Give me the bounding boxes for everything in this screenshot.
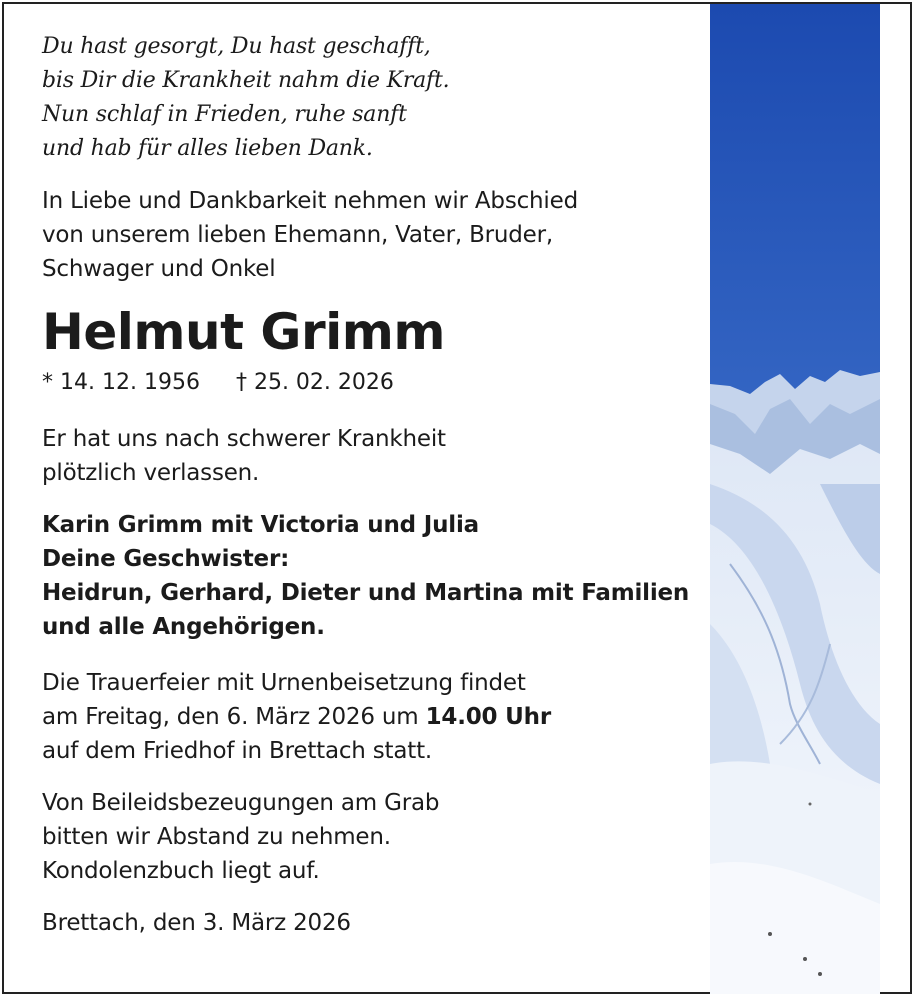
funeral-line xyxy=(42,700,692,734)
poem-line: Du hast gesorgt, Du hast geschafft, xyxy=(42,34,431,59)
condolence-note xyxy=(42,786,692,888)
poem-line: bis Dir die Krankheit nahm die Kraft. xyxy=(42,68,450,93)
mourner-line: Karin Grimm mit Victoria und Julia xyxy=(42,512,479,538)
place-date xyxy=(42,906,692,940)
funeral-date: am Freitag, den 6. März 2026 um xyxy=(42,704,426,730)
funeral-info xyxy=(42,666,692,768)
condolence-line: bitten wir Abstand zu nehmen. xyxy=(42,824,391,850)
mourner-line: und alle Angehörigen. xyxy=(42,614,325,640)
poem-line: und hab für alles lieben Dank. xyxy=(42,136,373,161)
snowy-mountain-image xyxy=(710,4,880,994)
condolence-line: Von Beileidsbezeugungen am Grab xyxy=(42,790,440,816)
funeral-time: 14.00 Uhr xyxy=(425,704,551,730)
obituary-text xyxy=(42,30,692,940)
condolence-line: Kondolenzbuch liegt auf. xyxy=(42,858,320,884)
intro-line: Schwager und Onkel xyxy=(42,256,276,282)
funeral-line: auf dem Friedhof in Brettach statt. xyxy=(42,738,433,764)
life-dates xyxy=(42,366,692,400)
death-date: † 25. 02. 2026 xyxy=(235,370,394,395)
mourner-line: Heidrun, Gerhard, Dieter und Martina mit Familien xyxy=(42,580,690,606)
intro-line: In Liebe und Dankbarkeit nehmen wir Abschied xyxy=(42,188,578,214)
birth-date: * 14. 12. 1956 xyxy=(42,370,200,395)
mountain-photo xyxy=(710,4,880,994)
poem-line: Nun schlaf in Frieden, ruhe sanft xyxy=(42,102,407,127)
mourners xyxy=(42,508,692,644)
place-date-line: Brettach, den 3. März 2026 xyxy=(42,910,351,936)
deceased-name: Helmut Grimm xyxy=(42,303,445,361)
intro xyxy=(42,184,692,286)
mourner-line: Deine Geschwister: xyxy=(42,546,290,572)
poem xyxy=(42,30,692,166)
circumstance-line: plötzlich verlassen. xyxy=(42,460,260,486)
intro-line: von unserem lieben Ehemann, Vater, Bruder, xyxy=(42,222,553,248)
funeral-line: Die Trauerfeier mit Urnenbeisetzung findet xyxy=(42,670,526,696)
circumstance-line: Er hat uns nach schwerer Krankheit xyxy=(42,426,446,452)
circumstance xyxy=(42,422,692,490)
